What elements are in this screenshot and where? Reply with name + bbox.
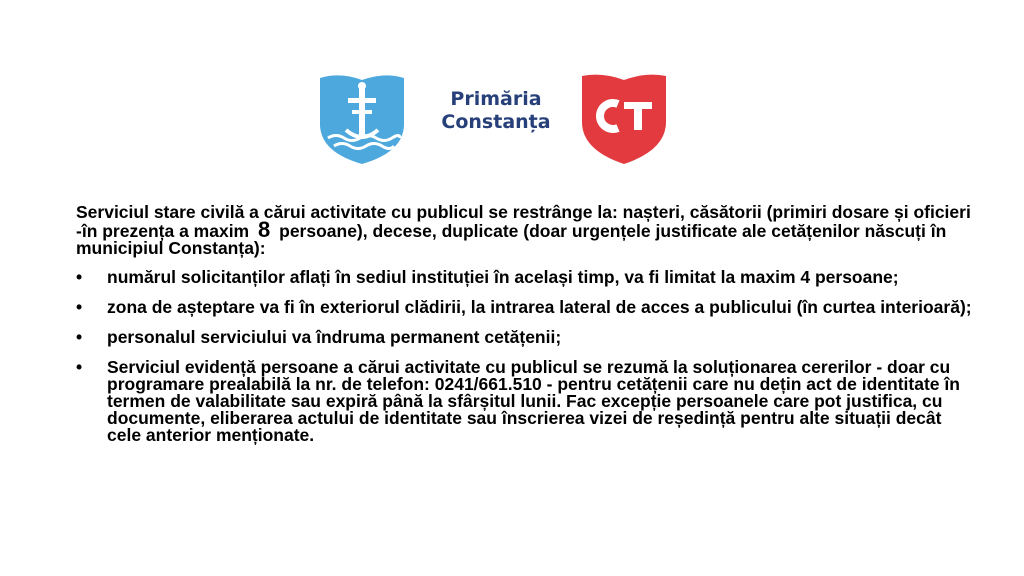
bullet-icon: • [76,327,83,347]
header [318,72,668,164]
brand-name [422,88,570,134]
ct-logo-icon [580,72,668,164]
city-coat-of-arms-icon [318,72,406,164]
list-item-text: personalul serviciului va îndruma permanent cetățenii; [107,327,562,347]
list-item-text: zona de așteptare va fi în exteriorul clădirii, la intrarea lateral de acces a publicului (în curtea interioară); [107,297,972,317]
brand-line-2: Constanța [441,111,551,133]
max-persons-number: 8 [258,217,271,242]
notice-content [76,204,976,457]
list-item [76,269,976,286]
brand-line-1: Primăria [450,88,542,110]
list-item-text: Serviciul evidență persoane a cărui activitate cu publicul se rezumă la soluționarea cererilor - doar cu programare prealabilă la nr. de telefon: 0241/661.510 - pentru cetățenii care nu dețin act de identitate în termen de valabilitate sau expiră până la sfârșitul lunii. Fac excepție persoanele care pot justifica, cu documente, eliberarea actului de identitate sau înscrierea vizei de reședință pentru alte situații decât cele anterior menționate. [107,357,960,445]
bullet-icon: • [76,357,83,377]
list-item [76,359,976,444]
bullet-list [76,269,976,444]
list-item [76,299,976,316]
intro-paragraph [76,204,976,257]
intro-text-2: persoane), decese, duplicate (doar urgențele justificate ale cetățenilor născuți în municipiul Constanța): [76,221,947,258]
intro-text-1: Serviciul stare civilă a cărui activitate cu publicul se restrânge la: nașteri, căsătorii (primiri dosare și oficieri -în prezența a maxim [76,202,971,241]
list-item-text: numărul solicitanților aflați în sediul instituției în același timp, va fi limitat la maxim 4 persoane; [107,267,899,287]
bullet-icon: • [76,297,83,317]
bullet-icon: • [76,267,83,287]
list-item [76,329,976,346]
